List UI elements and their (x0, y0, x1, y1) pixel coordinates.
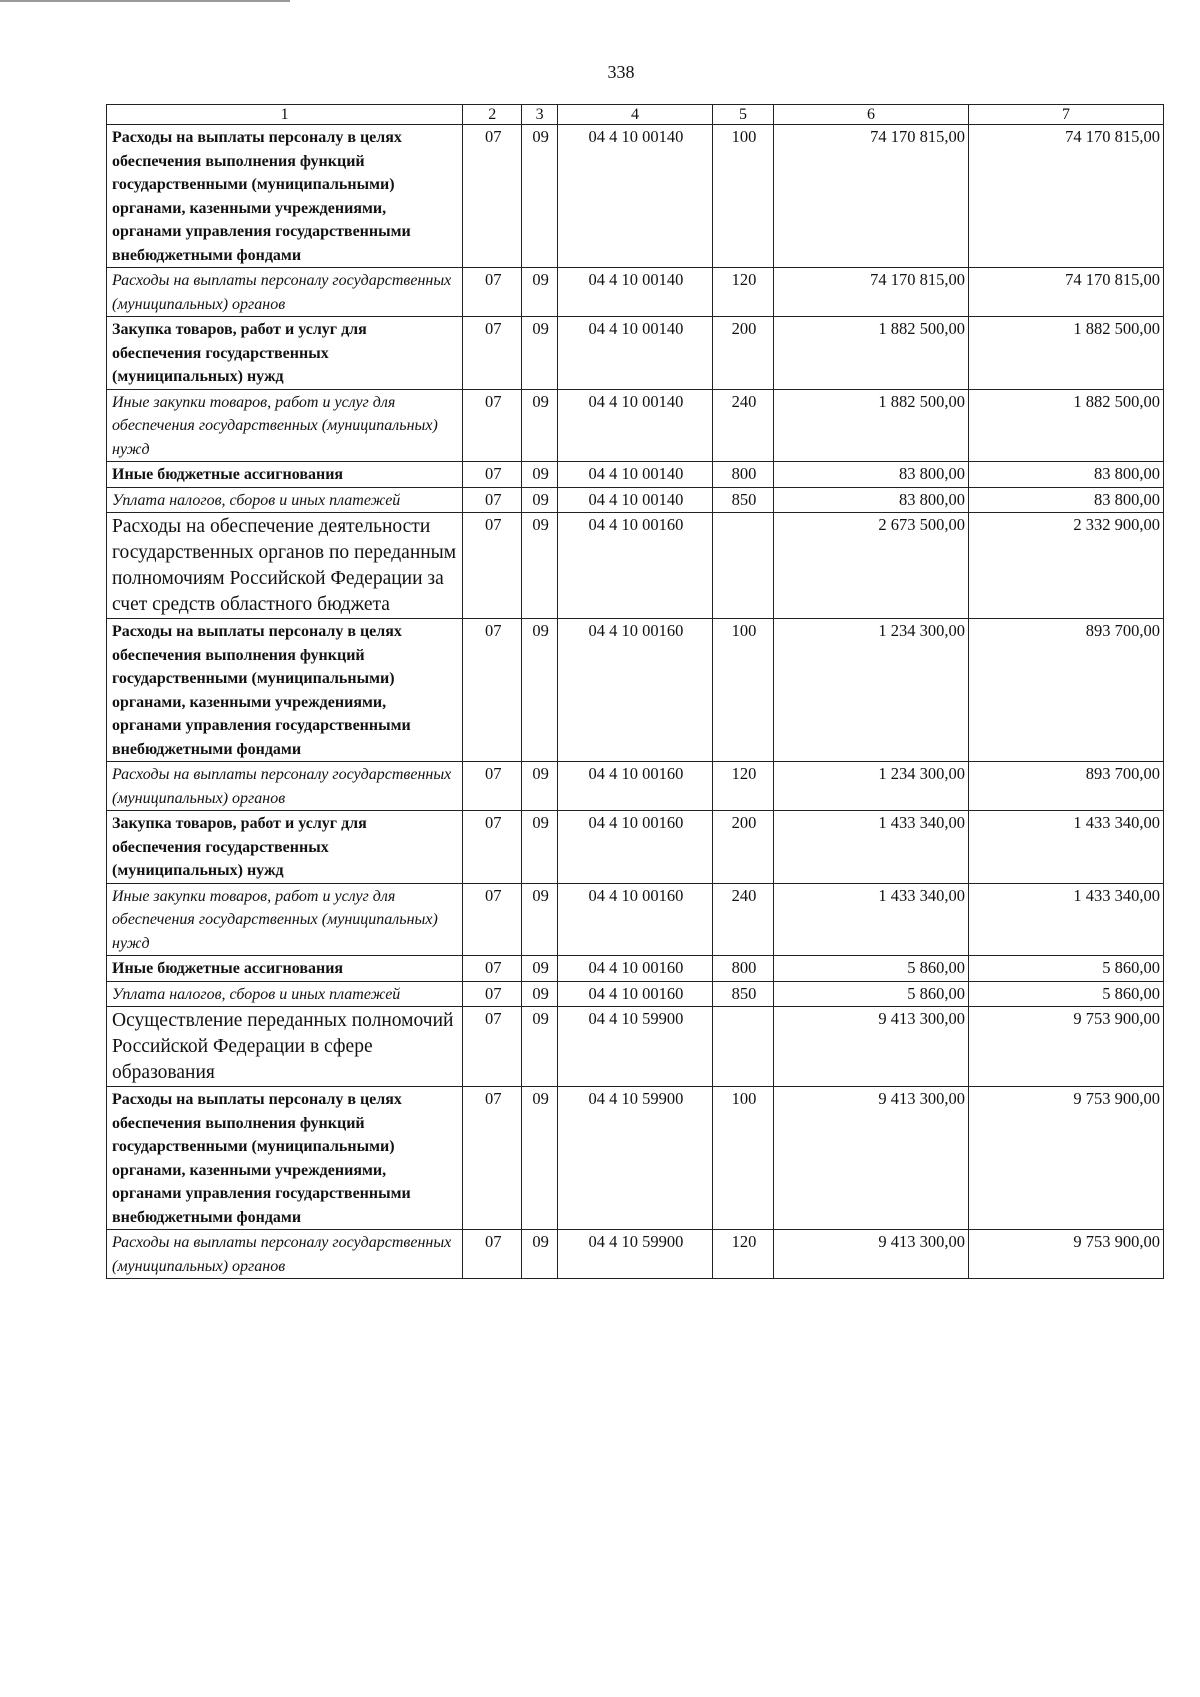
target-article-cell: 04 4 10 00140 (558, 389, 713, 462)
expense-type-cell (712, 513, 773, 619)
amount-cell: 1 882 500,00 (968, 389, 1163, 462)
column-header: 7 (968, 105, 1163, 125)
row-name-cell: Уплата налогов, сборов и иных платежей (107, 487, 463, 513)
column-header: 4 (558, 105, 713, 125)
subsection-code-cell: 09 (522, 762, 558, 811)
expense-type-cell: 800 (712, 462, 773, 488)
target-article-cell: 04 4 10 00160 (558, 956, 713, 982)
expense-type-cell: 120 (712, 268, 773, 317)
budget-table (106, 104, 1164, 1279)
target-article-cell: 04 4 10 00140 (558, 462, 713, 488)
expense-type-cell: 100 (712, 619, 773, 762)
table-row (107, 762, 1164, 811)
target-article-cell: 04 4 10 00160 (558, 883, 713, 956)
section-code-cell: 07 (463, 956, 522, 982)
amount-cell: 5 860,00 (774, 981, 969, 1007)
row-name-cell: Закупка товаров, работ и услуг для обеспечения государственных (муниципальных) нужд (107, 317, 463, 390)
header-row (107, 105, 1164, 125)
amount-cell: 2 332 900,00 (968, 513, 1163, 619)
section-code-cell: 07 (463, 883, 522, 956)
amount-cell: 1 433 340,00 (968, 811, 1163, 884)
amount-cell: 2 673 500,00 (774, 513, 969, 619)
row-name-cell: Закупка товаров, работ и услуг для обеспечения государственных (муниципальных) нужд (107, 811, 463, 884)
table-row (107, 487, 1164, 513)
page-number: 338 (607, 62, 635, 82)
table-row (107, 513, 1164, 619)
amount-cell: 83 800,00 (968, 487, 1163, 513)
subsection-code-cell: 09 (522, 317, 558, 390)
table-row (107, 619, 1164, 762)
amount-cell: 83 800,00 (968, 462, 1163, 488)
amount-cell: 893 700,00 (968, 619, 1163, 762)
table-row (107, 1087, 1164, 1230)
subsection-code-cell: 09 (522, 513, 558, 619)
scan-edge-line (0, 0, 290, 2)
section-code-cell: 07 (463, 125, 522, 268)
section-code-cell: 07 (463, 1230, 522, 1279)
amount-cell: 5 860,00 (968, 956, 1163, 982)
expense-type-cell: 800 (712, 956, 773, 982)
amount-cell: 1 882 500,00 (774, 317, 969, 390)
expense-type-cell: 200 (712, 317, 773, 390)
row-name-cell: Иные закупки товаров, работ и услуг для обеспечения государственных (муниципальных) нужд (107, 883, 463, 956)
subsection-code-cell: 09 (522, 619, 558, 762)
row-name-cell: Расходы на обеспечение деятельности государственных органов по переданным полномочиям Российской Федерации за счет средств областного бюджета (107, 513, 463, 619)
table-row (107, 883, 1164, 956)
row-name-cell: Расходы на выплаты персоналу государственных (муниципальных) органов (107, 268, 463, 317)
subsection-code-cell: 09 (522, 389, 558, 462)
target-article-cell: 04 4 10 59900 (558, 1087, 713, 1230)
section-code-cell: 07 (463, 317, 522, 390)
expense-type-cell (712, 1007, 773, 1087)
amount-cell: 9 753 900,00 (968, 1007, 1163, 1087)
table-row (107, 125, 1164, 268)
table-row (107, 268, 1164, 317)
amount-cell: 1 882 500,00 (968, 317, 1163, 390)
amount-cell: 1 882 500,00 (774, 389, 969, 462)
amount-cell: 1 433 340,00 (968, 883, 1163, 956)
expense-type-cell: 120 (712, 762, 773, 811)
target-article-cell: 04 4 10 00160 (558, 619, 713, 762)
subsection-code-cell: 09 (522, 1087, 558, 1230)
target-article-cell: 04 4 10 00140 (558, 268, 713, 317)
section-code-cell: 07 (463, 1087, 522, 1230)
amount-cell: 74 170 815,00 (968, 125, 1163, 268)
section-code-cell: 07 (463, 619, 522, 762)
amount-cell: 9 753 900,00 (968, 1230, 1163, 1279)
subsection-code-cell: 09 (522, 956, 558, 982)
row-name-cell: Расходы на выплаты персоналу государственных (муниципальных) органов (107, 1230, 463, 1279)
amount-cell: 1 433 340,00 (774, 811, 969, 884)
table-row (107, 1230, 1164, 1279)
target-article-cell: 04 4 10 00160 (558, 513, 713, 619)
section-code-cell: 07 (463, 811, 522, 884)
table-row (107, 317, 1164, 390)
subsection-code-cell: 09 (522, 125, 558, 268)
row-name-cell: Расходы на выплаты персоналу в целях обеспечения выполнения функций государственными (муниципальными) органами, казенными учреждениями, органами управления государственными внебюджетными фондами (107, 619, 463, 762)
row-name-cell: Иные закупки товаров, работ и услуг для обеспечения государственных (муниципальных) нужд (107, 389, 463, 462)
target-article-cell: 04 4 10 59900 (558, 1007, 713, 1087)
expense-type-cell: 100 (712, 1087, 773, 1230)
section-code-cell: 07 (463, 487, 522, 513)
column-header: 2 (463, 105, 522, 125)
amount-cell: 5 860,00 (774, 956, 969, 982)
amount-cell: 9 413 300,00 (774, 1007, 969, 1087)
amount-cell: 74 170 815,00 (774, 268, 969, 317)
subsection-code-cell: 09 (522, 268, 558, 317)
section-code-cell: 07 (463, 268, 522, 317)
amount-cell: 1 234 300,00 (774, 619, 969, 762)
target-article-cell: 04 4 10 00140 (558, 125, 713, 268)
row-name-cell: Расходы на выплаты персоналу государственных (муниципальных) органов (107, 762, 463, 811)
column-header: 3 (522, 105, 558, 125)
amount-cell: 5 860,00 (968, 981, 1163, 1007)
row-name-cell: Расходы на выплаты персоналу в целях обеспечения выполнения функций государственными (муниципальными) органами, казенными учреждениями, органами управления государственными внебюджетными фондами (107, 125, 463, 268)
target-article-cell: 04 4 10 59900 (558, 1230, 713, 1279)
expense-type-cell: 850 (712, 487, 773, 513)
table-row (107, 1007, 1164, 1087)
expense-type-cell: 120 (712, 1230, 773, 1279)
amount-cell: 1 234 300,00 (774, 762, 969, 811)
section-code-cell: 07 (463, 389, 522, 462)
amount-cell: 83 800,00 (774, 462, 969, 488)
row-name-cell: Иные бюджетные ассигнования (107, 462, 463, 488)
amount-cell: 893 700,00 (968, 762, 1163, 811)
amount-cell: 74 170 815,00 (968, 268, 1163, 317)
expense-type-cell: 200 (712, 811, 773, 884)
subsection-code-cell: 09 (522, 1007, 558, 1087)
amount-cell: 1 433 340,00 (774, 883, 969, 956)
section-code-cell: 07 (463, 513, 522, 619)
row-name-cell: Иные бюджетные ассигнования (107, 956, 463, 982)
section-code-cell: 07 (463, 762, 522, 811)
subsection-code-cell: 09 (522, 883, 558, 956)
expense-type-cell: 850 (712, 981, 773, 1007)
target-article-cell: 04 4 10 00160 (558, 762, 713, 811)
table-row (107, 981, 1164, 1007)
amount-cell: 83 800,00 (774, 487, 969, 513)
column-header: 6 (774, 105, 969, 125)
amount-cell: 9 413 300,00 (774, 1230, 969, 1279)
target-article-cell: 04 4 10 00140 (558, 487, 713, 513)
target-article-cell: 04 4 10 00160 (558, 811, 713, 884)
row-name-cell: Уплата налогов, сборов и иных платежей (107, 981, 463, 1007)
subsection-code-cell: 09 (522, 981, 558, 1007)
section-code-cell: 07 (463, 462, 522, 488)
expense-type-cell: 100 (712, 125, 773, 268)
section-code-cell: 07 (463, 1007, 522, 1087)
column-header: 1 (107, 105, 463, 125)
subsection-code-cell: 09 (522, 1230, 558, 1279)
target-article-cell: 04 4 10 00160 (558, 981, 713, 1007)
subsection-code-cell: 09 (522, 811, 558, 884)
table-row (107, 956, 1164, 982)
row-name-cell: Осуществление переданных полномочий Российской Федерации в сфере образования (107, 1007, 463, 1087)
amount-cell: 9 753 900,00 (968, 1087, 1163, 1230)
table-row (107, 389, 1164, 462)
expense-type-cell: 240 (712, 389, 773, 462)
section-code-cell: 07 (463, 981, 522, 1007)
target-article-cell: 04 4 10 00140 (558, 317, 713, 390)
subsection-code-cell: 09 (522, 487, 558, 513)
amount-cell: 74 170 815,00 (774, 125, 969, 268)
expense-type-cell: 240 (712, 883, 773, 956)
table-row (107, 462, 1164, 488)
subsection-code-cell: 09 (522, 462, 558, 488)
row-name-cell: Расходы на выплаты персоналу в целях обеспечения выполнения функций государственными (муниципальными) органами, казенными учреждениями, органами управления государственными внебюджетными фондами (107, 1087, 463, 1230)
table-row (107, 811, 1164, 884)
column-header: 5 (712, 105, 773, 125)
amount-cell: 9 413 300,00 (774, 1087, 969, 1230)
